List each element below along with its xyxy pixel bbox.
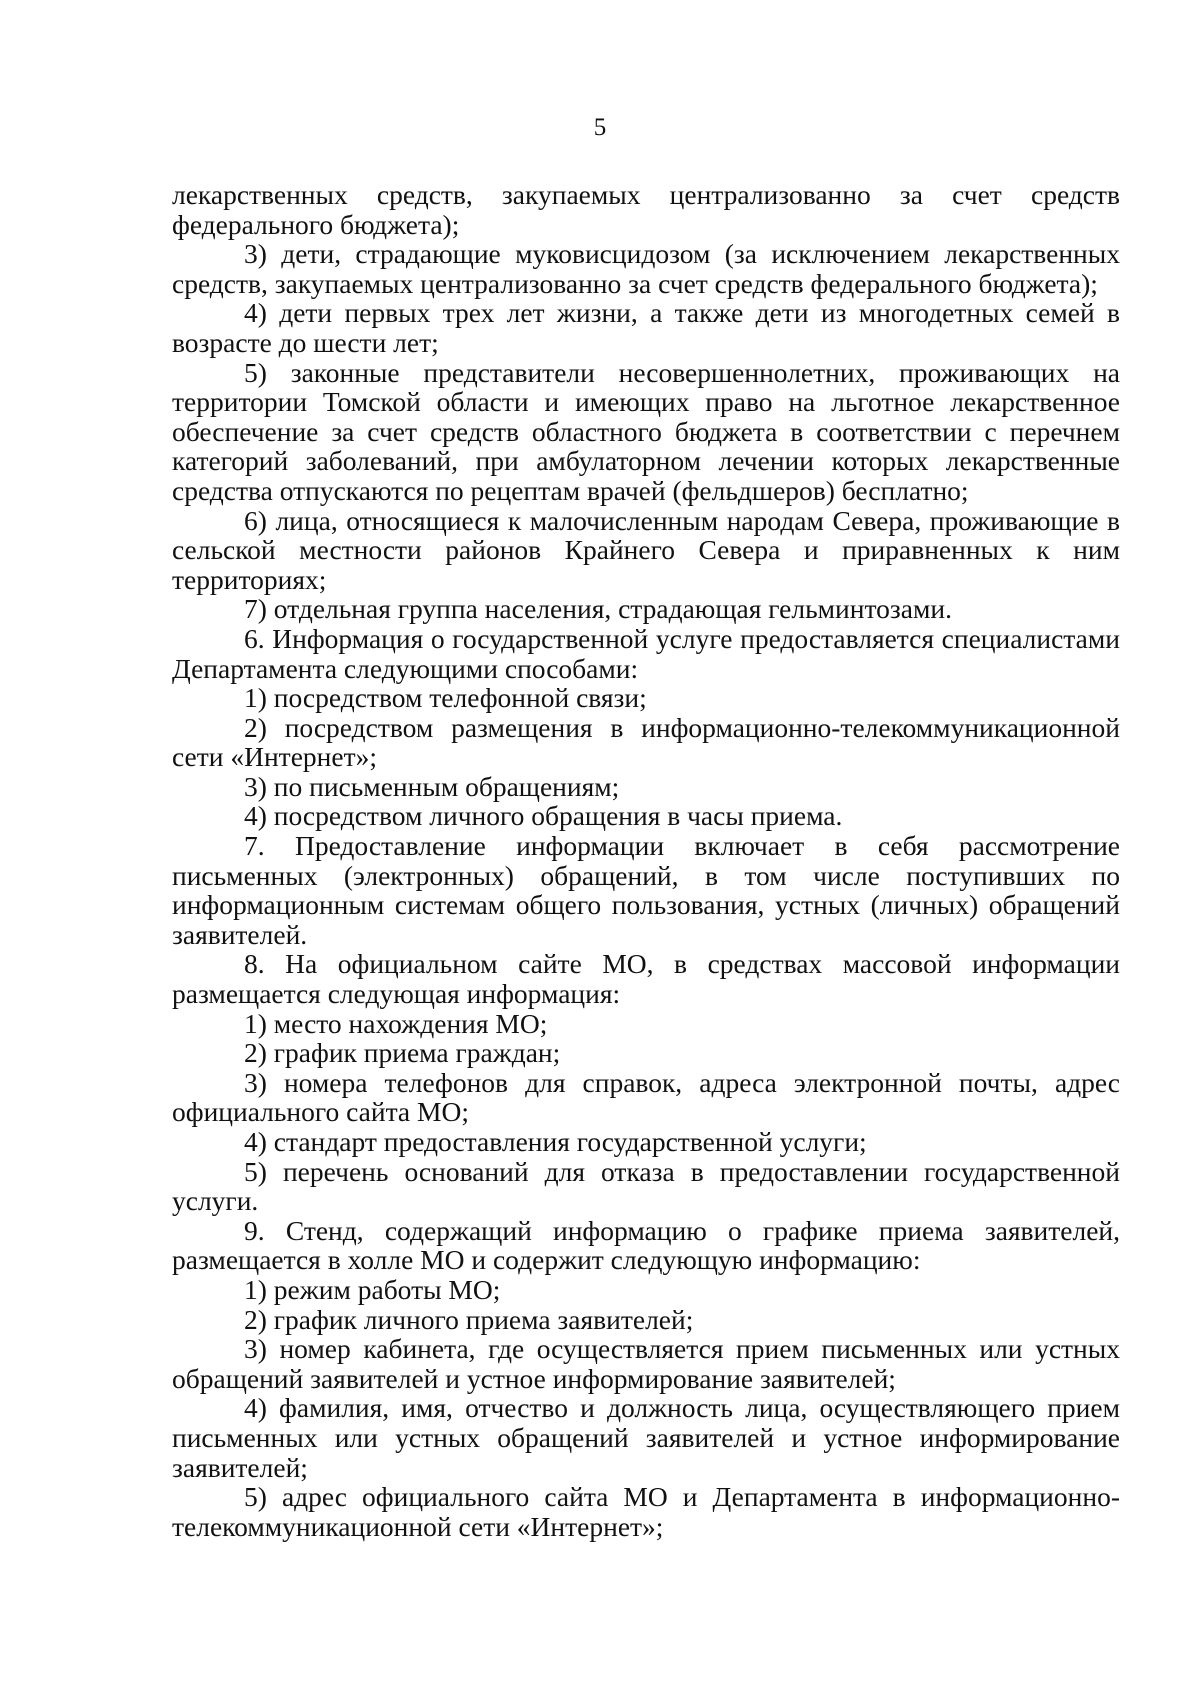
paragraph: 2) график приема граждан; <box>244 1037 561 1069</box>
paragraph: 2) посредством размещения в информационно-телекоммуникационной сети «Интернет»; <box>172 711 1120 773</box>
paragraph: 3) номера телефонов для справок, адреса электронной почты, адрес официального сайта МО; <box>172 1066 1120 1128</box>
paragraph: 2) график личного приема заявителей; <box>244 1303 694 1335</box>
paragraph: 3) по письменным обращениям; <box>244 770 620 802</box>
paragraph: 9. Стенд, содержащий информацию о графике приема заявителей, размещается в холле МО и содержит следующую информацию: <box>172 1214 1120 1276</box>
paragraph: 7) отдельная группа населения, страдающая гельминтозами. <box>244 593 952 625</box>
paragraph: 4) фамилия, имя, отчество и должность лица, осуществляющего прием письменных или устных обращений заявителей и устное информирование заявителей; <box>172 1392 1120 1483</box>
paragraph: 1) посредством телефонной связи; <box>244 682 647 714</box>
paragraph: 5) адрес официального сайта МО и Департамента в информационно-телекоммуникационной сети «Интернет»; <box>172 1481 1120 1542</box>
paragraph: 5) перечень оснований для отказа в предоставлении государственной услуги. <box>172 1155 1120 1217</box>
paragraph: 5) законные представители несовершеннолетних, проживающих на территории Томской области и имеющих право на льготное лекарственное обеспечение за счет средств областного бюджета в соответствии с перечнем категорий заболеваний, при амбулаторном лечении которых лекарственные средства отпускаются по рецептам врачей (фельдшеров) бесплатно; <box>172 356 1120 506</box>
paragraph: 6) лица, относящиеся к малочисленным народам Севера, проживающие в сельской местности районов Крайнего Севера и приравненных к ним территориях; <box>172 504 1120 595</box>
page-number: 5 <box>593 114 607 141</box>
paragraph: 4) дети первых трех лет жизни, а также дети из многодетных семей в возрасте до шести лет; <box>172 297 1120 358</box>
paragraph: 4) посредством личного обращения в часы приема. <box>244 800 843 832</box>
paragraph: 3) номер кабинета, где осуществляется прием письменных или устных обращений заявителей и устное информирование заявителей; <box>172 1333 1120 1394</box>
document-body <box>172 180 1120 1541</box>
paragraph: 3) дети, страдающие муковисцидозом (за исключением лекарственных средств, закупаемых централизованно за счет средств федерального бюджета); <box>172 238 1120 299</box>
paragraph: 4) стандарт предоставления государственной услуги; <box>244 1126 867 1157</box>
paragraph: 1) режим работы МО; <box>244 1273 501 1305</box>
paragraph: 7. Предоставление информации включает в себя рассмотрение письменных (электронных) обращений, в том числе поступивших по информационным системам общего пользования, устных (личных) обращений заявителей. <box>172 830 1120 950</box>
paragraph: 8. На официальном сайте МО, в средствах массовой информации размещается следующая информация: <box>172 948 1120 1010</box>
paragraph: 6. Информация о государственной услуге предоставляется специалистами Департамента следующими способами: <box>172 622 1120 684</box>
paragraph: лекарственных средств, закупаемых централизованно за счет средств федерального бюджета); <box>172 179 1120 240</box>
paragraph: 1) место нахождения МО; <box>244 1007 548 1039</box>
